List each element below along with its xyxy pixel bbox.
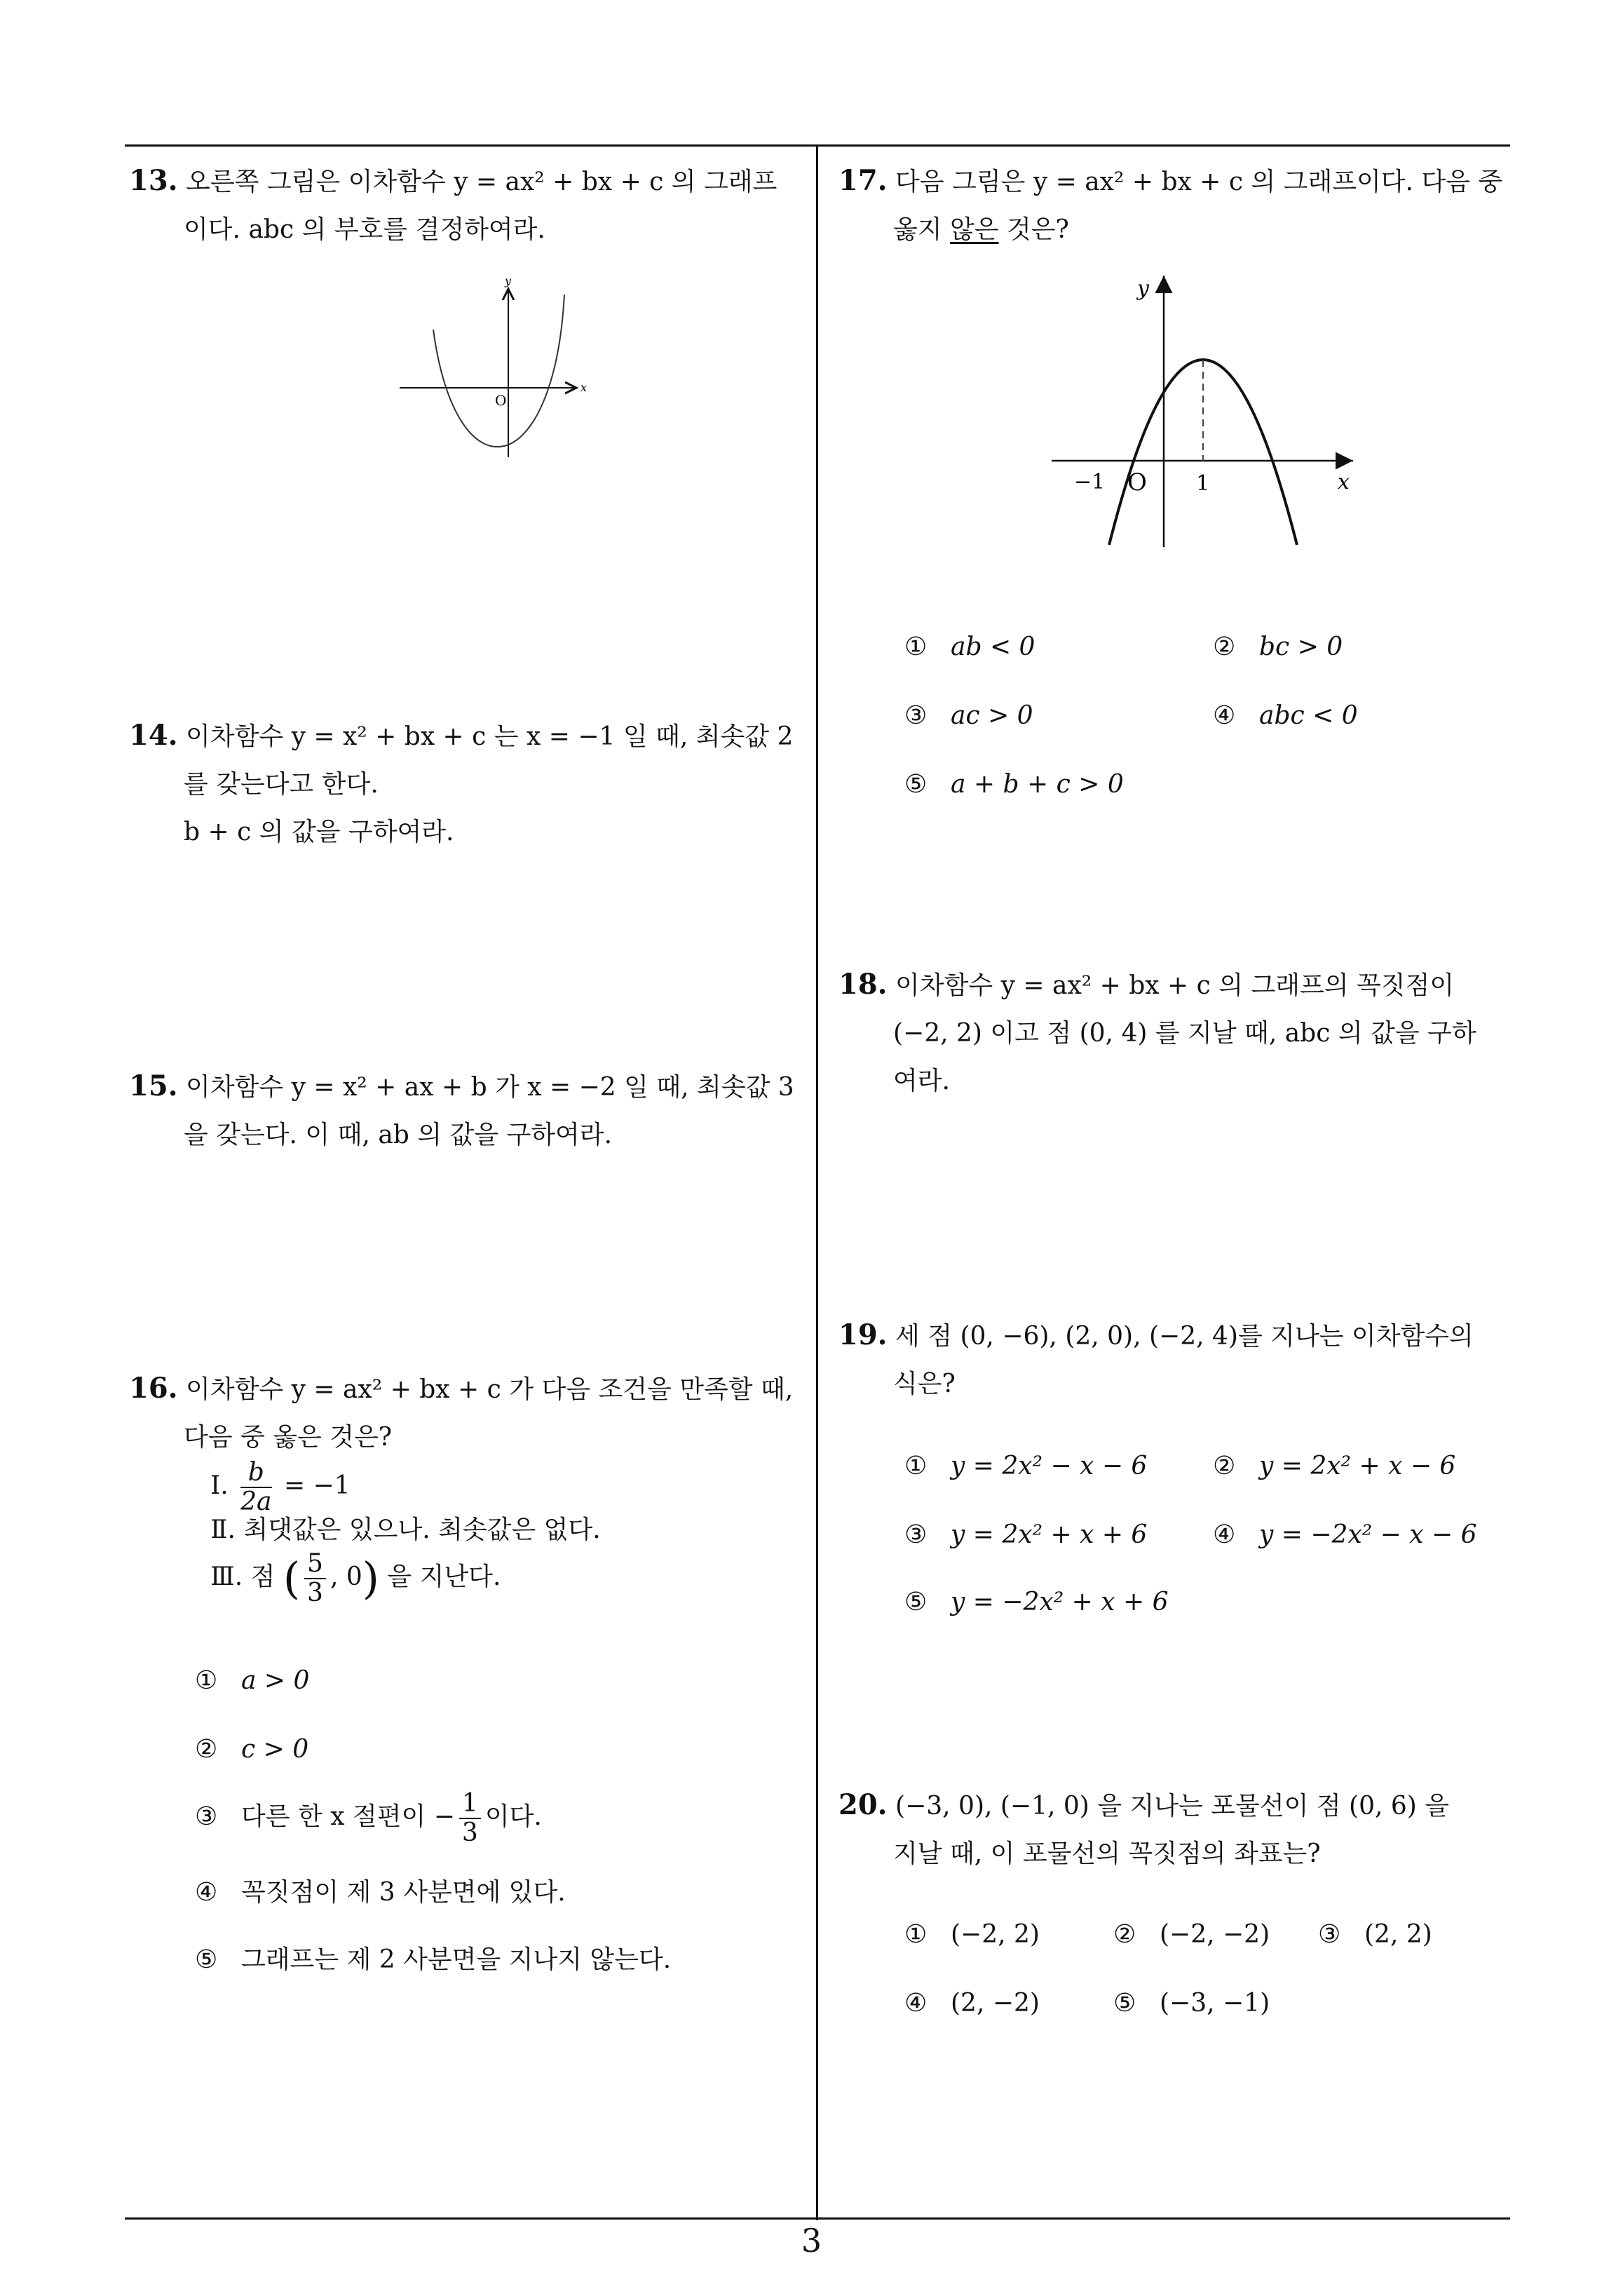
q13-graph [393,274,596,470]
q20-choice-1[interactable]: ① (−2, 2) [904,1920,1040,1949]
question-text: 여라. [893,1067,950,1095]
parabola [433,295,564,447]
question-number: 18. [838,968,888,1001]
question-13 [129,157,802,254]
q17-choice-5[interactable]: ⑤ a + b + c > 0 [904,770,1124,799]
question-number: 17. [838,164,888,197]
question-text: 세 점 (0, −6), (2, 0), (−2, 4)를 지나는 이차함수의 [895,1322,1474,1351]
q17-choice-1[interactable]: ① ab < 0 [904,633,1035,661]
question-text: 옳지 않은 것은? [893,215,1069,244]
question-number: 13. [129,164,178,197]
bottom-rule [125,2217,1510,2220]
page-number: 3 [801,2222,822,2260]
q16-choice-3[interactable]: ③ 다른 한 x 절편이 − $\frac{1}{3}$ 이다. [195,1789,542,1847]
fraction: $\frac{1}{3}$ [459,1790,481,1847]
q20-choice-3[interactable]: ③ (2, 2) [1318,1920,1432,1949]
x-axis-label: x [580,381,588,394]
q17-graph [1045,270,1367,551]
question-20 [838,1781,1512,1878]
q20-choice-4[interactable]: ④ (2, −2) [904,1989,1040,2018]
question-18 [838,961,1512,1105]
question-number: 16. [129,1372,178,1405]
question-text: b + c 의 값을 구하여라. [184,818,454,846]
question-number: 19. [838,1318,888,1351]
question-text: 다음 그림은 y = ax² + bx + c 의 그래프이다. 다음 중 [895,168,1503,196]
question-text: 을 갖는다. 이 때, ab 의 값을 구하여라. [184,1121,613,1149]
q19-choice-3[interactable]: ③ y = 2x² + x + 6 [904,1520,1148,1549]
q19-choice-4[interactable]: ④ y = −2x² − x − 6 [1213,1520,1477,1549]
question-text: 이차함수 y = x² + bx + c 는 x = −1 일 때, 최솟값 2 [186,722,794,751]
q19-choice-5[interactable]: ⑤ y = −2x² + x + 6 [904,1588,1169,1616]
q16-choice-2[interactable]: ② c > 0 [195,1735,309,1764]
q20-choice-2[interactable]: ② (−2, −2) [1113,1920,1270,1949]
q16-choice-4[interactable]: ④ 꼭짓점이 제 3 사분면에 있다. [195,1878,566,1907]
question-text: 식은? [893,1370,956,1398]
q16-choice-1[interactable]: ① a > 0 [195,1666,310,1695]
q16-choice-5[interactable]: ⑤ 그래프는 제 2 사분면을 지나지 않는다. [195,1945,672,1974]
fraction: $\frac{b}{2a}$ [240,1458,272,1516]
y-axis-label: y [1137,276,1149,301]
q17-choice-4[interactable]: ④ abc < 0 [1213,701,1358,730]
question-text: (−2, 2) 이고 점 (0, 4) 를 지날 때, abc 의 값을 구하 [893,1019,1476,1048]
question-16 [129,1365,802,1461]
condition-3: Ⅲ. 점 ( $\frac{5}{3}$ , 0) 을 지난다. [210,1549,501,1607]
origin-label: O [495,392,507,409]
fraction: $\frac{5}{3}$ [304,1550,326,1607]
q19-choice-2[interactable]: ② y = 2x² + x − 6 [1213,1452,1456,1480]
question-19 [838,1311,1512,1408]
question-15 [129,1062,802,1159]
condition-1: Ⅰ. $\frac{b}{2a}$ = −1 [210,1458,351,1516]
question-number: 20. [838,1788,888,1821]
question-number: 14. [129,719,178,752]
tick-label-1: 1 [1196,471,1210,496]
q17-choice-2[interactable]: ② bc > 0 [1213,633,1343,661]
condition-2: Ⅱ. 최댓값은 있으나. 최솟값은 없다. [210,1515,601,1544]
question-number: 15. [129,1069,178,1102]
question-text: 이차함수 y = ax² + bx + c 의 그래프의 꼭짓점이 [895,971,1455,1000]
question-text: 오른쪽 그림은 이차함수 y = ax² + bx + c 의 그래프 [186,168,777,196]
question-17 [838,157,1512,254]
question-text: 를 갖는다고 한다. [184,770,379,799]
question-text: 이차함수 y = x² + ax + b 가 x = −2 일 때, 최솟값 3 [186,1073,794,1102]
y-axis-label: y [505,274,512,288]
column-divider [816,144,818,2220]
origin-label: O [1127,468,1147,497]
tick-label-neg1: −1 [1074,470,1106,494]
q17-choice-3[interactable]: ③ ac > 0 [904,701,1033,730]
x-axis-label: x [1338,470,1350,494]
question-text: 이차함수 y = ax² + bx + c 가 다음 조건을 만족할 때, [186,1375,794,1404]
question-text: (−3, 0), (−1, 0) 을 지나는 포물선이 점 (0, 6) 을 [895,1792,1450,1821]
q19-choice-1[interactable]: ① y = 2x² − x − 6 [904,1452,1148,1480]
question-14 [129,712,802,856]
question-text: 이다. abc 의 부호를 결정하여라. [184,215,545,244]
question-text: 지날 때, 이 포물선의 꼭짓점의 좌표는? [893,1839,1321,1868]
question-text: 다음 중 옳은 것은? [184,1423,393,1452]
q20-choice-5[interactable]: ⑤ (−3, −1) [1113,1989,1270,2018]
